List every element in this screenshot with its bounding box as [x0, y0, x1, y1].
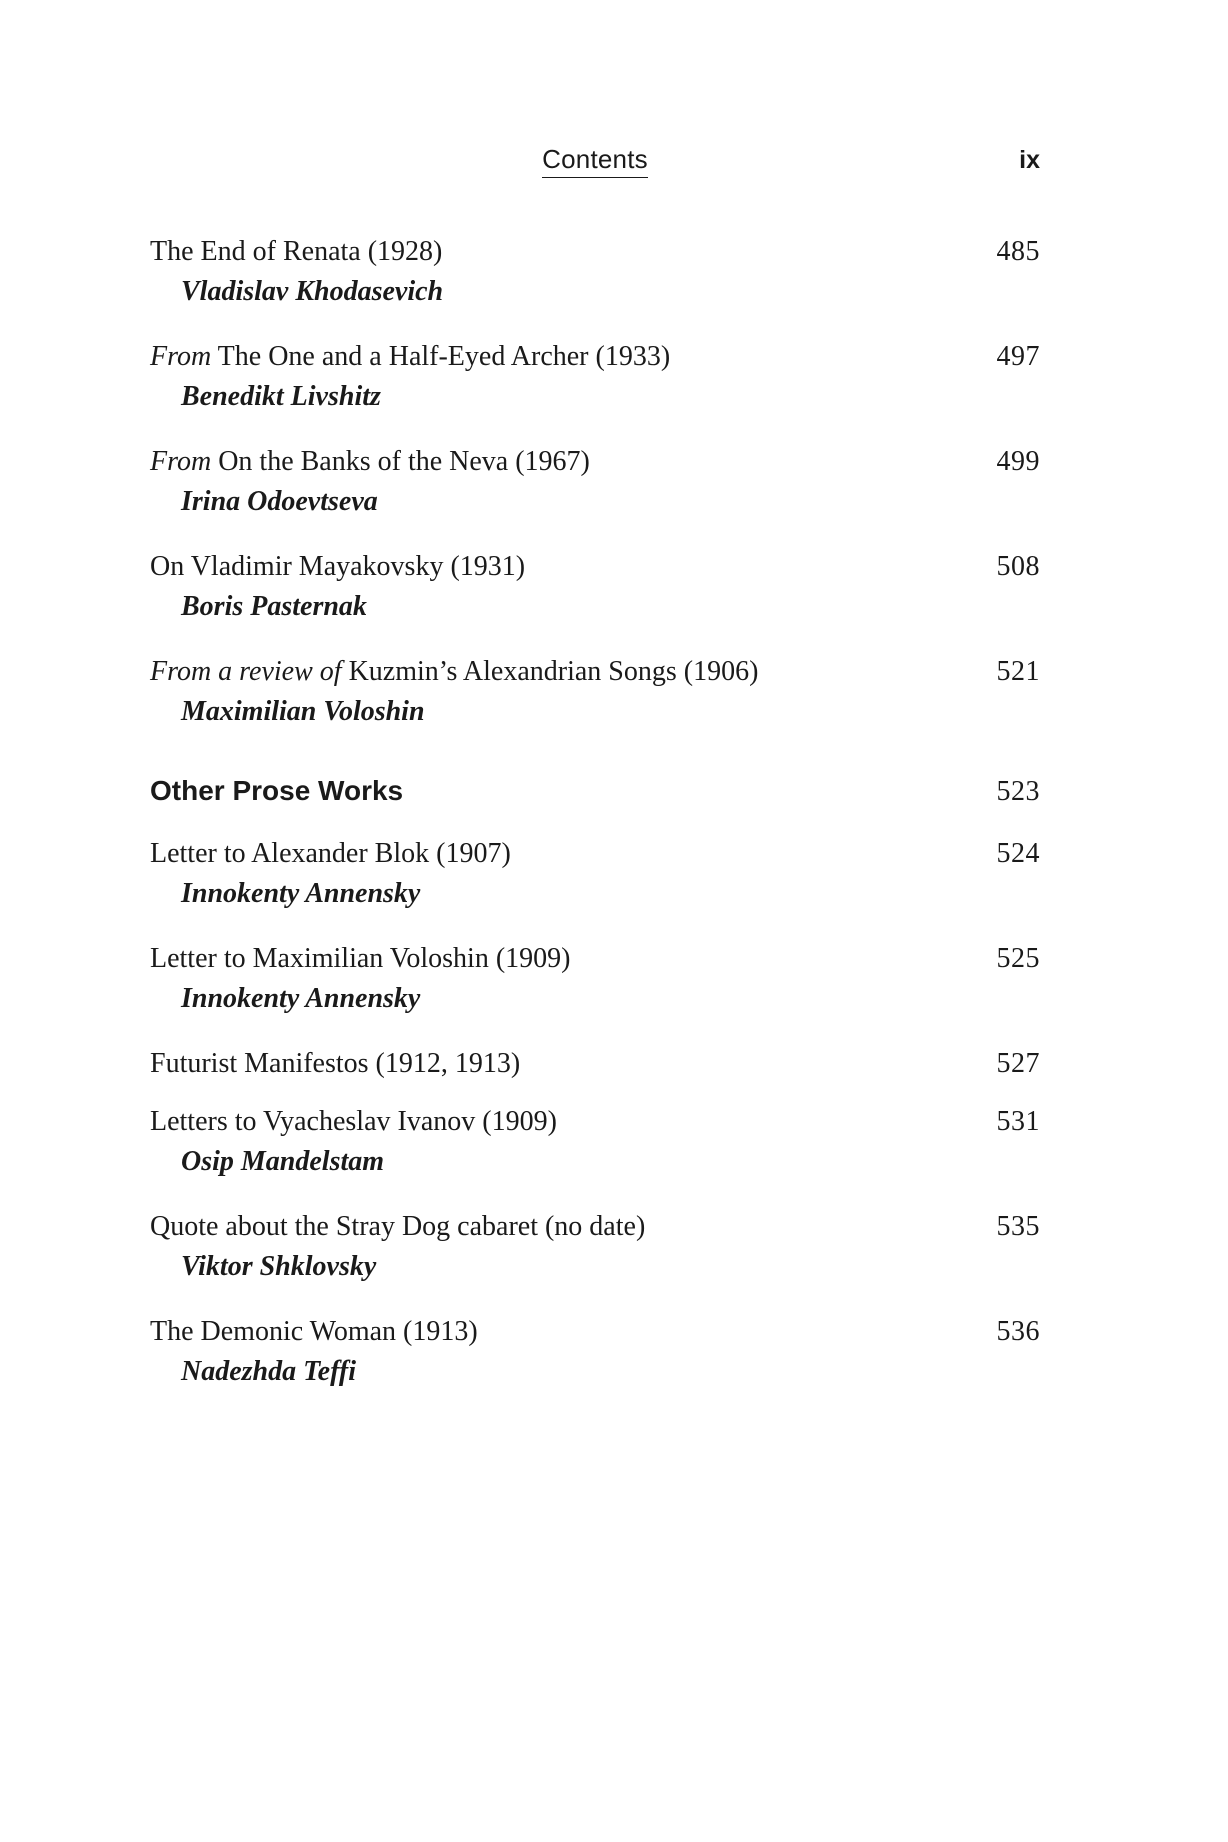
entry-title: Letters to Vyacheslav Ivanov (1909)	[150, 1106, 557, 1137]
entry-author: Boris Pasternak	[181, 591, 367, 622]
toc-entry	[150, 1207, 1040, 1286]
entry-page: 521	[996, 656, 1040, 687]
section-heading	[150, 771, 1040, 812]
entry-author: Maximilian Voloshin	[181, 696, 425, 727]
entry-page: 527	[996, 1048, 1040, 1079]
entry-page: 535	[996, 1211, 1040, 1242]
toc-entry	[150, 939, 1040, 1018]
toc-entry	[150, 834, 1040, 913]
entry-title: Letter to Maximilian Voloshin (1909)	[150, 943, 571, 974]
section-page: 523	[996, 776, 1040, 807]
entry-prefix: From a review of	[150, 656, 342, 687]
entry-prefix: From	[150, 341, 212, 372]
entry-page: 485	[996, 236, 1040, 267]
entry-author: Benedikt Livshitz	[181, 381, 381, 412]
entry-title: From The One and a Half-Eyed Archer (1933)	[150, 341, 671, 372]
toc-entry	[150, 547, 1040, 626]
entry-title: Quote about the Stray Dog cabaret (no date)	[150, 1211, 646, 1242]
toc-entry	[150, 1102, 1040, 1181]
entry-page: 536	[996, 1316, 1040, 1347]
running-head	[150, 144, 1040, 184]
entry-author: Innokenty Annensky	[181, 878, 421, 909]
toc-entry	[150, 652, 1040, 731]
page-number: ix	[1019, 146, 1040, 174]
entry-prefix: From	[150, 446, 212, 477]
entry-title: Letter to Alexander Blok (1907)	[150, 838, 511, 869]
entry-page: 525	[996, 943, 1040, 974]
entry-page: 531	[996, 1106, 1040, 1137]
entry-page: 499	[996, 446, 1040, 477]
entry-author: Innokenty Annensky	[181, 983, 421, 1014]
entry-author: Osip Mandelstam	[181, 1146, 385, 1177]
entry-title: Futurist Manifestos (1912, 1913)	[150, 1048, 521, 1079]
entry-page: 524	[996, 838, 1040, 869]
entry-title: The End of Renata (1928)	[150, 236, 443, 267]
entry-title: On Vladimir Mayakovsky (1931)	[150, 551, 526, 582]
toc-entry	[150, 1044, 1040, 1084]
entry-page: 497	[996, 341, 1040, 372]
entry-title: From a review of Kuzmin’s Alexandrian Songs (1906)	[150, 656, 759, 687]
entry-author: Viktor Shklovsky	[181, 1251, 377, 1282]
table-of-contents	[150, 232, 1040, 1417]
entry-author: Nadezhda Teffi	[181, 1356, 356, 1387]
entry-author: Vladislav Khodasevich	[181, 276, 444, 307]
toc-entry	[150, 337, 1040, 416]
toc-entry	[150, 232, 1040, 311]
entry-title: The Demonic Woman (1913)	[150, 1316, 478, 1347]
entry-title: From On the Banks of the Neva (1967)	[150, 446, 590, 477]
toc-entry	[150, 1312, 1040, 1391]
toc-entry	[150, 442, 1040, 521]
entry-author: Irina Odoevtseva	[181, 486, 378, 517]
entry-page: 508	[996, 551, 1040, 582]
running-title: Contents	[150, 144, 1040, 175]
section-title: Other Prose Works	[150, 775, 404, 806]
